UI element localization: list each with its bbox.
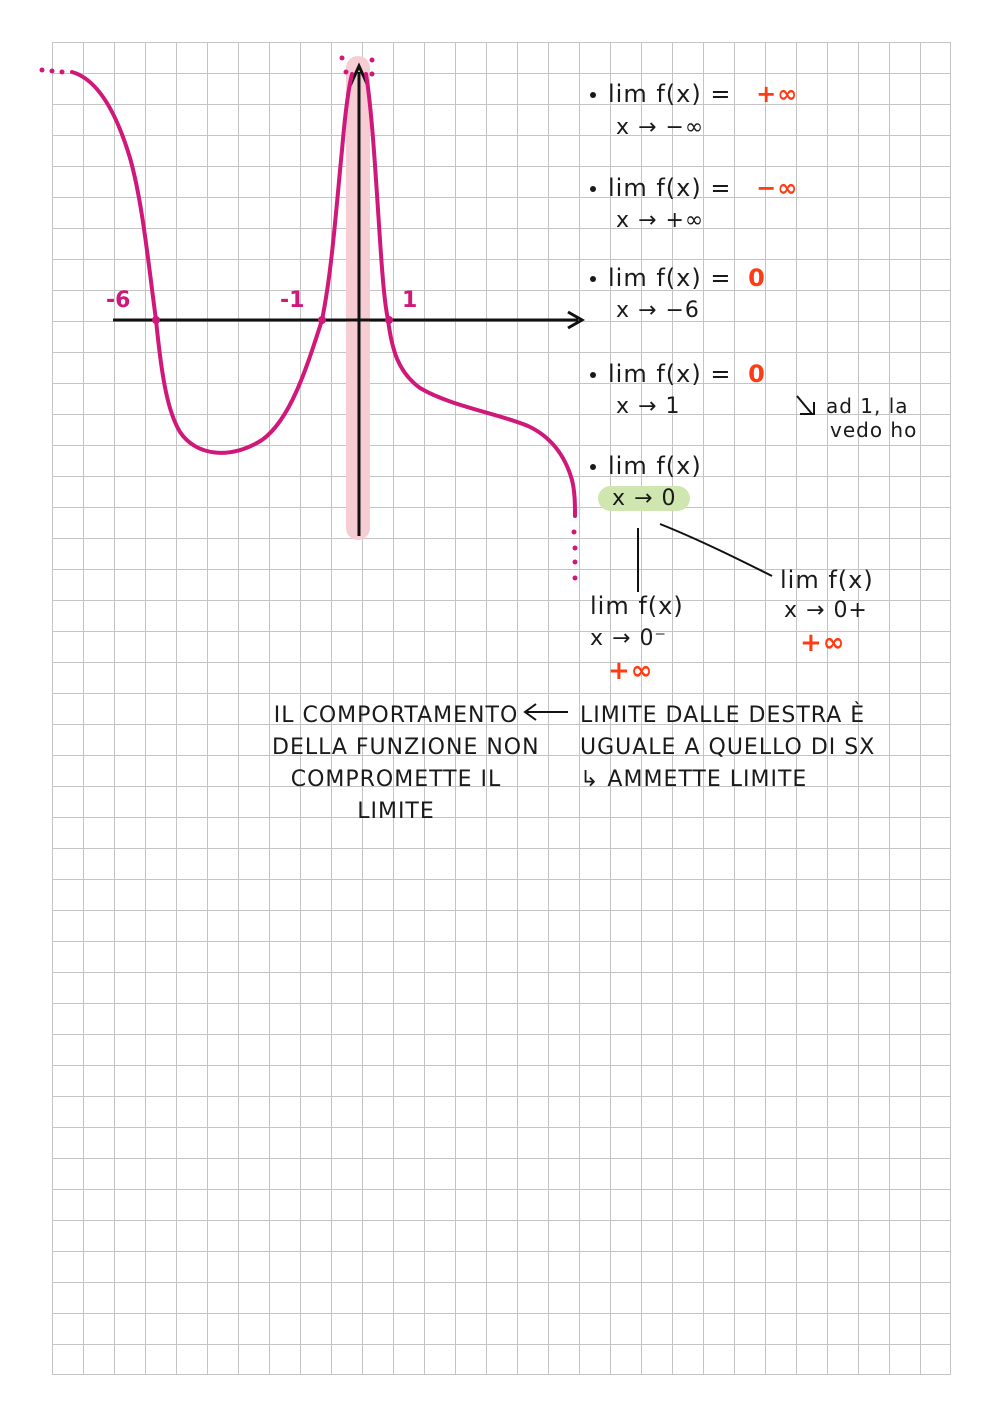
- note-left-line: COMPROMETTE IL: [290, 767, 502, 792]
- note-right-line: LIMITE DALLE DESTRA È: [580, 703, 866, 728]
- limit-2-arrow: x → +∞: [616, 208, 705, 233]
- dot: [572, 530, 577, 535]
- dot: [50, 69, 55, 74]
- function-curve-right: [366, 74, 575, 516]
- limit-3: [590, 264, 766, 292]
- label-neg1: -1: [280, 288, 305, 313]
- note-left: [272, 700, 540, 828]
- limit-2-expr: lim f(x) =: [608, 174, 732, 202]
- note-right-line: ↳ AMMETTE LIMITE: [580, 767, 808, 792]
- limit-4-arrow: x → 1: [616, 394, 681, 419]
- left-limit-arrow: x → 0⁻: [590, 626, 668, 651]
- right-limit-arrow: x → 0+: [784, 598, 868, 623]
- limit-4-note-2: vedo ho: [830, 418, 918, 442]
- limit-2: [590, 174, 798, 202]
- limit-1-value: +∞: [756, 80, 799, 108]
- dot: [40, 68, 45, 73]
- bullet: [590, 276, 596, 282]
- note-arrow-1: [797, 396, 814, 414]
- left-limit: lim f(x): [590, 592, 684, 620]
- dot: [370, 72, 375, 77]
- limit-3-value: 0: [748, 264, 766, 292]
- limit-2-value: −∞: [756, 174, 799, 202]
- dot: [573, 560, 578, 565]
- dot: [370, 58, 375, 63]
- function-curve-left: [72, 72, 352, 453]
- limit-1-arrow: x → −∞: [616, 115, 705, 140]
- zero-point-neg6: [152, 316, 160, 324]
- dot: [573, 546, 578, 551]
- dot: [60, 70, 65, 75]
- limit-4-expr: lim f(x) =: [608, 360, 732, 388]
- limit-3-expr: lim f(x) =: [608, 264, 732, 292]
- zero-point-neg1: [318, 316, 326, 324]
- label-pos1: 1: [402, 288, 418, 313]
- note-left-line: LIMITE: [357, 799, 435, 824]
- dot: [344, 70, 349, 75]
- bullet: [590, 92, 596, 98]
- bullet: [590, 186, 596, 192]
- note-right: [580, 700, 875, 796]
- zero-point-pos1: [385, 316, 393, 324]
- note-arrow-2: [525, 704, 568, 720]
- dot: [340, 56, 345, 61]
- note-left-line: DELLA FUNZIONE NON: [272, 735, 540, 760]
- label-neg6: -6: [106, 288, 131, 313]
- bullet: [590, 372, 596, 378]
- limit-zero: [590, 452, 702, 480]
- left-limit-value: +∞: [608, 656, 654, 686]
- limit-1-expr: lim f(x) =: [608, 80, 732, 108]
- note-right-line: UGUALE A QUELLO DI SX: [580, 735, 876, 760]
- limit-1: [590, 80, 798, 108]
- limit-4: [590, 360, 766, 388]
- dot: [573, 576, 578, 581]
- limit-zero-arrow-highlight: x → 0: [598, 486, 690, 511]
- right-limit: lim f(x): [780, 566, 874, 594]
- limit-4-value: 0: [748, 360, 766, 388]
- right-limit-value: +∞: [800, 628, 846, 658]
- limit-3-arrow: x → −6: [616, 298, 700, 323]
- note-left-line: IL COMPORTAMENTO: [273, 703, 519, 728]
- bullet: [590, 464, 596, 470]
- limit-4-note-1: ad 1, la: [826, 394, 909, 418]
- limit-zero-expr: lim f(x): [608, 452, 702, 480]
- limit-zero-arrow: [598, 486, 690, 511]
- right-branch-line: [660, 524, 772, 576]
